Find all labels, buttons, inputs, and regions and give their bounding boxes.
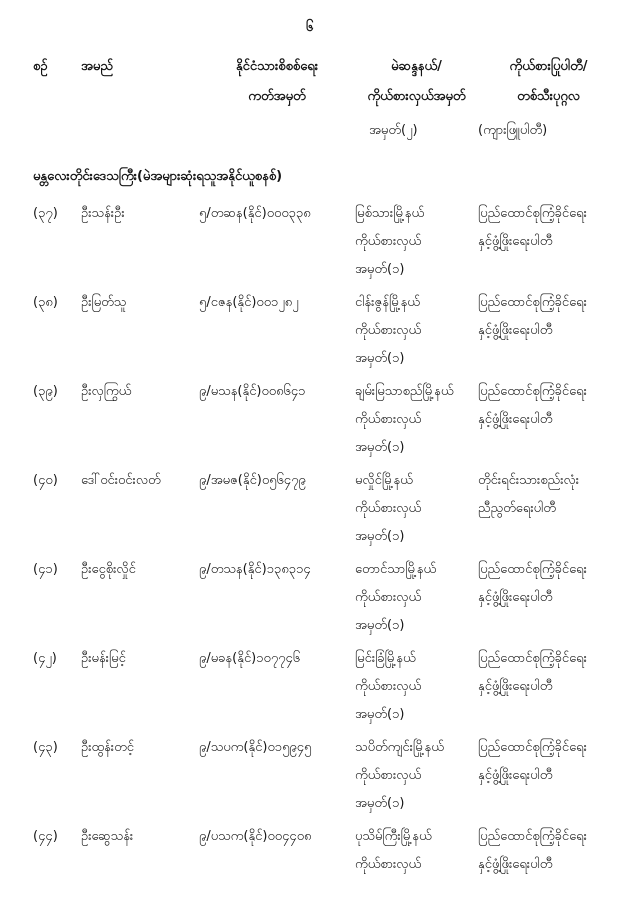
row-party: [478, 734, 619, 818]
party-line: နှင့်ဖွံ့ဖြိုးရေးပါတီ: [478, 412, 553, 427]
party-line: ညီညွတ်ရေးပါတီ: [478, 501, 556, 516]
table-row: [0, 289, 619, 373]
row-party: [478, 823, 619, 879]
row-party: [478, 467, 619, 551]
row-party: [478, 289, 619, 373]
row-party: [478, 200, 619, 284]
row-name: ဦးငွေစိုးလှိုင်: [81, 562, 136, 577]
constituency-line: ကိုယ်စားလှယ်: [355, 323, 422, 338]
page-number: ၆: [305, 20, 314, 35]
row-constituency: [355, 734, 478, 818]
row-constituency: [355, 645, 478, 729]
column-header-nrc: [199, 52, 355, 112]
party-line: ပြည်ထောင်စုကြံ့ခိုင်ရေး: [478, 740, 587, 755]
section-title: မန္တလေးတိုင်းဒေသကြီး(မဲအများဆုံးရသူအနိုင်ယူစနစ်): [33, 169, 283, 184]
constituency-line: သပိတ်ကျင်းမြို့နယ်: [355, 740, 444, 755]
constituency-line: အမှတ်(၁): [355, 707, 405, 722]
row-constituency: [355, 556, 478, 640]
carryover-spacer-name: [81, 120, 199, 142]
column-header-no-label: စဉ်: [33, 59, 48, 74]
column-header-no: [33, 52, 81, 112]
constituency-line: ကိုယ်စားလှယ်: [355, 412, 422, 427]
row-constituency: [355, 289, 478, 373]
row-constituency: [355, 823, 478, 879]
constituency-line: အမှတ်(၁): [355, 529, 405, 544]
constituency-line: အမှတ်(၁): [355, 618, 405, 633]
party-line: ပြည်ထောင်စုကြံ့ခိုင်ရေး: [478, 562, 587, 577]
constituency-line: တောင်သာမြို့နယ်: [355, 562, 437, 577]
carryover-constituency-number: အမှတ်(၂): [369, 123, 418, 138]
row-party: [478, 378, 619, 462]
row-constituency: [355, 200, 478, 284]
row-number: (၄၃): [33, 740, 58, 755]
party-line: ပြည်ထောင်စုကြံ့ခိုင်ရေး: [478, 651, 587, 666]
constituency-line: မြင်းခြံမြို့နယ်: [355, 651, 416, 666]
constituency-line: ကိုယ်စားလှယ်: [355, 679, 422, 694]
row-name: ဦးထွန်းတင့်: [81, 740, 134, 755]
row-nrc-number: ၉/တသန(နိုင်)၁၃၈၃၁၄: [199, 562, 311, 577]
row-number: (၄၄): [33, 829, 58, 844]
row-constituency: [355, 467, 478, 551]
carryover-spacer-nrc: [199, 120, 355, 142]
row-name: ဒေါ်ဝင်းဝင်းလတ်: [81, 473, 161, 488]
constituency-line: ကိုယ်စားလှယ်: [355, 857, 422, 872]
column-header-party-line2: တစ်သီးပုဂ္ဂလ: [517, 89, 580, 104]
row-nrc-number: ၅/တဆန(နိုင်)၀၀၀၃၃၈: [199, 206, 311, 221]
party-line: နှင့်ဖွံ့ဖြိုးရေးပါတီ: [478, 857, 553, 872]
table-row: [0, 378, 619, 462]
column-header-nrc-line1: နိုင်ငံသားစိစစ်ရေး: [235, 59, 319, 74]
constituency-line: ချမ်းမြသာစည်မြို့နယ်: [355, 384, 454, 399]
constituency-line: ကိုယ်စားလှယ်: [355, 501, 422, 516]
table-row: [0, 200, 619, 284]
column-header-name-label: အမည်: [81, 59, 113, 74]
row-party: [478, 556, 619, 640]
constituency-line: အမှတ်(၁): [355, 440, 405, 455]
column-header-name: [81, 52, 199, 112]
constituency-line: ပုသိမ်ကြီးမြို့နယ်: [355, 829, 432, 844]
column-header-constituency: [355, 52, 478, 112]
constituency-line: ကိုယ်စားလှယ်: [355, 234, 422, 249]
row-nrc-number: ၅/ငဇန(နိုင်)၀၀၁၂၈၂: [199, 295, 299, 310]
row-number: (၄၂): [33, 651, 57, 666]
row-number: (၃၉): [33, 384, 58, 399]
constituency-line: မလှိုင်မြို့နယ်: [355, 473, 413, 488]
row-nrc-number: ၉/ပသက(နိုင်)၀၀၄၄၀၈: [199, 829, 312, 844]
row-name: ဦးသန်းဦး: [81, 206, 125, 221]
party-line: ပြည်ထောင်စုကြံ့ခိုင်ရေး: [478, 829, 587, 844]
row-party: [478, 645, 619, 729]
constituency-line: အမှတ်(၁): [355, 796, 405, 811]
row-nrc-number: ၉/အမဇ(နိုင်)၀၅၆၄၇၉: [199, 473, 306, 488]
party-line: ပြည်ထောင်စုကြံ့ခိုင်ရေး: [478, 295, 587, 310]
carryover-row: [0, 120, 619, 142]
constituency-line: အမှတ်(၁): [355, 351, 405, 366]
row-name: ဦးဆွေသန်း: [81, 829, 134, 844]
party-line: နှင့်ဖွံ့ဖြိုးရေးပါတီ: [478, 234, 553, 249]
row-number: (၄၀): [33, 473, 58, 488]
column-header-party-line1: ကိုယ်စားပြုပါတီ/: [509, 59, 588, 74]
row-name: ဦးမြတ်သူ: [81, 295, 127, 310]
row-number: (၃၇): [33, 206, 58, 221]
party-line: ပြည်ထောင်စုကြံ့ခိုင်ရေး: [478, 206, 587, 221]
party-line: နှင့်ဖွံ့ဖြိုးရေးပါတီ: [478, 768, 553, 783]
row-constituency: [355, 378, 478, 462]
table-header: [0, 52, 619, 112]
column-header-constituency-line2: ကိုယ်စားလှယ်အမှတ်: [367, 89, 466, 104]
row-number: (၄၁): [33, 562, 58, 577]
constituency-line: အမှတ်(၁): [355, 262, 405, 277]
table-rows: [0, 200, 619, 879]
table-row: [0, 823, 619, 879]
party-line: နှင့်ဖွံ့ဖြိုးရေးပါတီ: [478, 590, 553, 605]
party-line: နှင့်ဖွံ့ဖြိုးရေးပါတီ: [478, 679, 553, 694]
carryover-spacer-no: [33, 120, 81, 142]
constituency-line: ငါန်းဇွန်မြို့နယ်: [355, 295, 420, 310]
row-nrc-number: ၉/သပက(နိုင်)၀၁၅၉၄၅: [199, 740, 312, 755]
constituency-line: မြစ်သားမြို့နယ်: [355, 206, 425, 221]
table-row: [0, 734, 619, 818]
column-header-party: [478, 52, 619, 112]
party-line: တိုင်းရင်းသားစည်းလုံး: [478, 473, 580, 488]
constituency-line: ကိုယ်စားလှယ်: [355, 590, 422, 605]
row-name: ဦးလှကြွယ်: [81, 384, 132, 399]
constituency-line: ကိုယ်စားလှယ်: [355, 768, 422, 783]
table-row: [0, 556, 619, 640]
row-name: ဦးမန်းမြင့်: [81, 651, 126, 666]
table-row: [0, 467, 619, 551]
party-line: နှင့်ဖွံ့ဖြိုးရေးပါတီ: [478, 323, 553, 338]
table-row: [0, 645, 619, 729]
row-nrc-number: ၉/မသန(နိုင်)၀၀၈၆၄၁: [199, 384, 306, 399]
carryover-party: (ကျားဖြူပါတီ): [478, 123, 548, 138]
column-header-nrc-line2: ကတ်အမှတ်: [248, 89, 306, 104]
party-line: ပြည်ထောင်စုကြံ့ခိုင်ရေး: [478, 384, 587, 399]
row-nrc-number: ၉/မခန(နိုင်)၁၀၇၇၄၆: [199, 651, 301, 666]
row-number: (၃၈): [33, 295, 58, 310]
column-header-constituency-line1: မဲဆန္ဒနယ်/: [391, 59, 442, 74]
